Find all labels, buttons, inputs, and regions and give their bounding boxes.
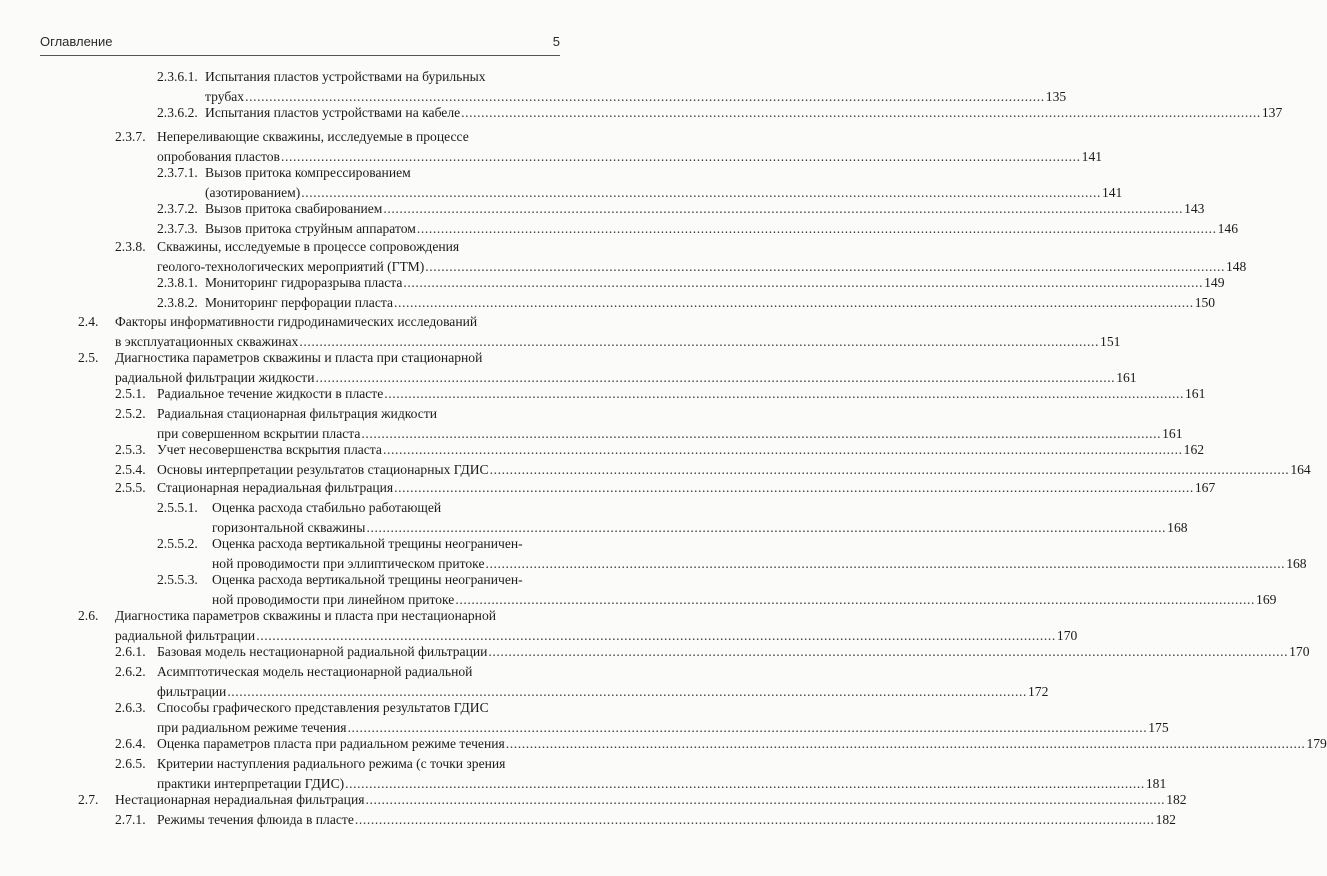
toc-entry-title: Оценка расхода стабильно работающей (212, 500, 442, 515)
toc-dot-leader: ........................................................................................................................................................................................................ (256, 628, 1056, 643)
toc-entry-title: Скважины, исследуемые в процессе сопровождения (157, 239, 460, 254)
toc-page-number: 172 (1028, 684, 1049, 699)
toc-dot-leader: ........................................................................................................................................................................................................ (299, 334, 1100, 349)
toc-entry[interactable] (0, 642, 1310, 662)
toc-dot-leader: ........................................................................................................................................................................................................ (227, 684, 1027, 699)
toc-entry[interactable] (0, 440, 1205, 460)
toc-page-number: 161 (1116, 370, 1137, 385)
toc-entry[interactable] (0, 163, 1123, 203)
toc-entry[interactable] (0, 734, 1327, 754)
toc-entry-number: 2.5.1. (115, 386, 146, 401)
toc-entry-number: 2.7. (78, 792, 99, 807)
toc-entry-number: 2.5.5.2. (157, 536, 198, 551)
toc-page-number: 175 (1148, 720, 1169, 735)
toc-entry-title: ной проводимости при эллиптическом притоке (212, 556, 485, 571)
toc-entry[interactable] (0, 570, 1277, 610)
toc-dot-leader: ........................................................................................................................................................................................................ (461, 105, 1261, 120)
toc-entry-title: при совершенном вскрытии пласта (157, 426, 361, 441)
toc-entry-number: 2.6.5. (115, 756, 146, 771)
toc-entry-number: 2.3.7.1. (157, 165, 198, 180)
toc-entry-title: Режимы течения флюида в пласте (157, 812, 354, 827)
toc-entry-title: Мониторинг перфорации пласта (205, 295, 394, 310)
toc-entry[interactable] (0, 754, 1167, 794)
toc-page-number: 168 (1286, 556, 1307, 571)
toc-dot-leader: ........................................................................................................................................................................................................ (394, 480, 1194, 495)
toc-entry-title: Асимптотическая модель нестационарной радиальной (157, 664, 473, 679)
toc-entry-title: Радиальная стационарная фильтрация жидкости (157, 406, 438, 421)
toc-entry-title: Нестационарная нерадиальная фильтрация (115, 792, 365, 807)
toc-entry-number: 2.3.8. (115, 239, 146, 254)
toc-entry-number: 2.5.2. (115, 406, 146, 421)
toc-dot-leader: ........................................................................................................................................................................................................ (315, 370, 1116, 385)
toc-entry-number: 2.6.4. (115, 736, 146, 751)
toc-entry[interactable] (0, 127, 1103, 167)
toc-dot-leader: ........................................................................................................................................................................................................ (485, 556, 1286, 571)
toc-page-number: 161 (1184, 386, 1206, 401)
toc-page-number: 135 (1045, 89, 1067, 104)
toc-entry[interactable] (0, 293, 1216, 313)
header-title: Оглавление (40, 34, 113, 49)
toc-entry-number: 2.3.6.2. (157, 105, 198, 120)
toc-dot-leader: ........................................................................................................................................................................................................ (425, 259, 1225, 274)
toc-entry-title: (азотированием) (205, 185, 301, 200)
toc-dot-leader: ........................................................................................................................................................................................................ (394, 295, 1194, 310)
toc-entry[interactable] (0, 404, 1183, 444)
toc-dot-leader: ........................................................................................................................................................................................................ (280, 149, 1081, 164)
toc-entry[interactable] (0, 498, 1188, 538)
toc-entry-title: Радиальное течение жидкости в пласте (157, 386, 384, 401)
toc-entry-number: 2.7.1. (115, 812, 146, 827)
toc-page-number: 141 (1101, 185, 1123, 200)
toc-entry-title: Испытания пластов устройствами на бурильных (205, 69, 486, 84)
toc-entry[interactable] (0, 273, 1225, 293)
toc-entry-title: Вызов притока компрессированием (205, 165, 411, 180)
toc-entry-title: Базовая модель нестационарной радиальной фильтрации (157, 644, 488, 659)
toc-entry[interactable] (0, 810, 1176, 830)
toc-dot-leader: ........................................................................................................................................................................................................ (416, 221, 1217, 236)
toc-page-number: 150 (1194, 295, 1216, 310)
toc-entry[interactable] (0, 103, 1283, 123)
toc-entry-number: 2.3.7.3. (157, 221, 198, 236)
toc-entry-title: при радиальном режиме течения (157, 720, 347, 735)
toc-page-number: 148 (1225, 259, 1247, 274)
toc-entry[interactable] (0, 662, 1049, 702)
toc-entry-title: Оценка расхода вертикальной трещины неограничен- (212, 536, 523, 551)
toc-page-number: 181 (1145, 776, 1167, 791)
toc-entry-title: Непереливающие скважины, исследуемые в процессе (157, 129, 469, 144)
toc-dot-leader: ........................................................................................................................................................................................................ (488, 644, 1289, 659)
toc-dot-leader: ........................................................................................................................................................................................................ (489, 462, 1290, 477)
toc-entry-number: 2.4. (78, 314, 99, 329)
toc-entry-title: трубах (205, 89, 245, 104)
toc-entry-title: геолого-технологических мероприятий (ГТМ) (157, 259, 425, 274)
toc-entry-title: Оценка параметров пласта при радиальном режиме течения (157, 736, 505, 751)
toc-entry[interactable] (0, 67, 1067, 107)
toc-entry-number: 2.6.1. (115, 644, 146, 659)
toc-entry[interactable] (0, 219, 1238, 239)
toc-entry[interactable] (0, 237, 1247, 277)
toc-entry-title: практики интерпретации ГДИС) (157, 776, 345, 791)
toc-entry-title: Вызов притока свабированием (205, 201, 383, 216)
toc-dot-leader: ........................................................................................................................................................................................................ (365, 792, 1166, 807)
toc-dot-leader: ........................................................................................................................................................................................................ (345, 776, 1145, 791)
toc-page-number: 164 (1290, 462, 1311, 477)
toc-entry-number: 2.5. (78, 350, 99, 365)
toc-entry[interactable] (0, 312, 1121, 352)
toc-entry-title: Факторы информативности гидродинамических исследований (115, 314, 478, 329)
toc-page-number: 179 (1306, 736, 1327, 751)
toc-page-number: 161 (1162, 426, 1183, 441)
toc-entry-number: 2.5.5.3. (157, 572, 198, 587)
toc-entry-number: 2.3.6.1. (157, 69, 198, 84)
toc-entry-title: Вызов притока струйным аппаратом (205, 221, 416, 236)
toc-entry-title: Диагностика параметров скважины и пласта при стационарной (115, 350, 483, 365)
toc-entry-number: 2.3.8.2. (157, 295, 198, 310)
toc-entry[interactable] (0, 384, 1206, 404)
toc-entry[interactable] (0, 698, 1169, 738)
toc-page-number: 170 (1056, 628, 1078, 643)
toc-entry-title: Учет несовершенства вскрытия пласта (157, 442, 382, 457)
toc-page-number: 182 (1166, 792, 1187, 807)
toc-entry-title: радиальной фильтрации (115, 628, 256, 643)
toc-entry-title: Диагностика параметров скважины и пласта при нестационарной (115, 608, 497, 623)
toc-entry-title: Стационарная нерадиальная фильтрация (157, 480, 394, 495)
toc-dot-leader: ........................................................................................................................................................................................................ (366, 520, 1167, 535)
toc-entry[interactable] (0, 460, 1311, 480)
toc-entry-title: радиальной фильтрации жидкости (115, 370, 315, 385)
toc-entry-title: ной проводимости при линейном притоке (212, 592, 455, 607)
toc-entry[interactable] (0, 606, 1078, 646)
toc-entry-title: горизонтальной скважины (212, 520, 366, 535)
toc-page-number: 151 (1100, 334, 1121, 349)
toc-dot-leader: ........................................................................................................................................................................................................ (354, 812, 1155, 827)
toc-entry[interactable] (0, 790, 1187, 810)
toc-page-number: 168 (1167, 520, 1188, 535)
toc-page-number: 146 (1217, 221, 1238, 236)
toc-entry-number: 2.5.5.1. (157, 500, 198, 515)
toc-page-number: 137 (1261, 105, 1283, 120)
toc-entry-number: 2.5.4. (115, 462, 146, 477)
toc-entry-title: Критерии наступления радиального режима (с точки зрения (157, 756, 506, 771)
toc-dot-leader: ........................................................................................................................................................................................................ (361, 426, 1162, 441)
toc-dot-leader: ........................................................................................................................................................................................................ (347, 720, 1148, 735)
toc-page-number: 169 (1256, 592, 1277, 607)
toc-entry[interactable] (0, 478, 1216, 498)
toc-page-number: 182 (1155, 812, 1176, 827)
toc-entry-title: Оценка расхода вертикальной трещины неограничен- (212, 572, 523, 587)
toc-entry-title: опробования пластов (157, 149, 280, 164)
toc-entry[interactable] (0, 348, 1137, 388)
toc-page-number: 167 (1194, 480, 1216, 495)
toc-page-number: 149 (1204, 275, 1225, 290)
toc-dot-leader: ........................................................................................................................................................................................................ (301, 185, 1101, 200)
toc-dot-leader: ........................................................................................................................................................................................................ (384, 386, 1184, 401)
toc-entry-number: 2.3.8.1. (157, 275, 198, 290)
toc-entry-number: 2.6. (78, 608, 99, 623)
toc-entry-title: Испытания пластов устройствами на кабеле (205, 105, 461, 120)
toc-page-number: 141 (1081, 149, 1103, 164)
toc-entry-title: фильтрации (157, 684, 227, 699)
toc-entry-number: 2.6.3. (115, 700, 146, 715)
toc-entry[interactable] (0, 199, 1205, 219)
toc-entry[interactable] (0, 534, 1307, 574)
toc-page-number: 170 (1289, 644, 1310, 659)
toc-entry-title: в эксплуатационных скважинах (115, 334, 299, 349)
toc-dot-leader: ........................................................................................................................................................................................................ (383, 201, 1184, 216)
toc-entry-title: Способы графического представления результатов ГДИС (157, 700, 489, 715)
toc-dot-leader: ........................................................................................................................................................................................................ (505, 736, 1306, 751)
toc-entry-number: 2.6.2. (115, 664, 146, 679)
toc-entry-title: Мониторинг гидроразрыва пласта (205, 275, 403, 290)
toc-dot-leader: ........................................................................................................................................................................................................ (455, 592, 1256, 607)
toc-dot-leader: ........................................................................................................................................................................................................ (403, 275, 1204, 290)
toc-page-number: 143 (1184, 201, 1205, 216)
toc-entry-number: 2.3.7. (115, 129, 146, 144)
toc-entry-number: 2.5.3. (115, 442, 146, 457)
toc-entry-title: Основы интерпретации результатов стационарных ГДИС (157, 462, 489, 477)
toc-dot-leader: ........................................................................................................................................................................................................ (245, 89, 1045, 104)
toc-entry-number: 2.3.7.2. (157, 201, 198, 216)
toc-entry-number: 2.5.5. (115, 480, 146, 495)
toc-page-number: 162 (1183, 442, 1205, 457)
header-page-number: 5 (552, 34, 560, 49)
toc-dot-leader: ........................................................................................................................................................................................................ (382, 442, 1183, 457)
